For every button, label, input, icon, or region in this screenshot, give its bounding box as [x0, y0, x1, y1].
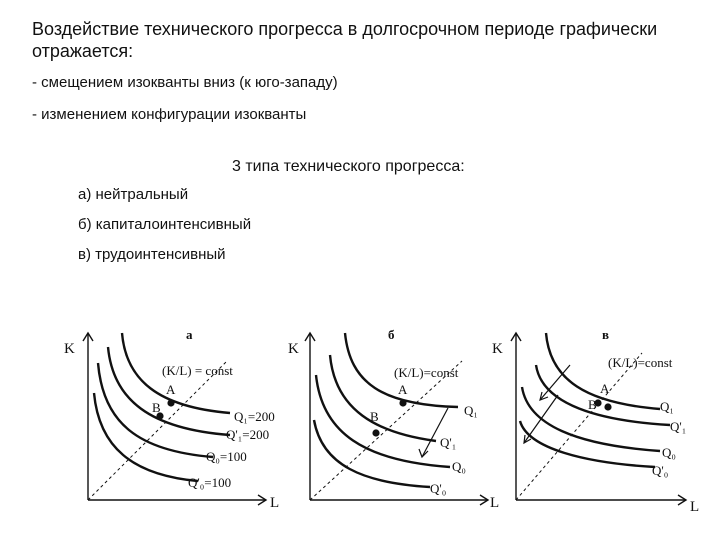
point-b: [372, 429, 379, 436]
ray-label: (K/L)=const: [608, 355, 673, 370]
q1-label: Q₁: [660, 399, 674, 414]
type-neutral: а) нейтральный: [78, 186, 189, 203]
q0-prime-label: Q'₀: [430, 481, 447, 496]
point-a: [167, 399, 174, 406]
diagram-neutral: [58, 325, 278, 525]
type-labor-intensive: в) трудоинтенсивный: [78, 246, 226, 263]
type-capital-intensive: б) капиталоинтенсивный: [78, 216, 252, 233]
isoquant-q0: [316, 375, 450, 467]
q0-label: Q₀: [452, 459, 466, 474]
x-axis-label: L: [690, 499, 700, 515]
bullet-shift-isoquant: - смещением изокванты вниз (к юго-западу): [32, 74, 338, 91]
isoquant-q1: [546, 333, 660, 409]
diagram-capital-intensive: [290, 325, 510, 525]
shift-arrow-lower: [524, 395, 558, 443]
q1-prime-label: Q'₁: [440, 435, 457, 450]
x-axis-label: L: [490, 495, 500, 511]
q0-prime-label: Q'₀=100: [188, 475, 232, 490]
capital-labor-ray: [516, 353, 642, 500]
bullet-change-configuration: - изменением конфигурации изокванты: [32, 106, 307, 123]
q0-label: Q₀: [662, 445, 676, 460]
x-axis-label: L: [270, 495, 280, 511]
q0-label: Q₀=100: [206, 449, 247, 464]
point-a-label: A: [600, 381, 610, 396]
point-b-label: B: [588, 397, 597, 412]
q1-prime-label: Q'₁=200: [226, 427, 270, 442]
diagram-labor-intensive: [490, 325, 710, 525]
point-a-label: A: [166, 382, 176, 397]
isoquant-q0-prime: [520, 421, 655, 467]
ray-label: (K/L) = const: [162, 363, 233, 378]
types-heading: 3 типа технического прогресса:: [232, 158, 465, 175]
capital-labor-ray: [310, 361, 462, 500]
isoquant-q0-prime: [314, 420, 430, 487]
point-a-label: A: [398, 382, 408, 397]
point-a: [399, 399, 406, 406]
y-axis-label: K: [492, 341, 503, 357]
point-b-label: B: [370, 409, 379, 424]
y-axis-label: K: [288, 341, 299, 357]
q1-label: Q₁=200: [234, 409, 275, 424]
point-b-label: B: [152, 400, 161, 415]
slide-title: Воздействие технического прогресса в долгосрочном периоде графически отражается:: [32, 19, 658, 61]
y-axis-label: K: [64, 341, 75, 357]
q0-prime-label: Q'₀: [652, 463, 669, 478]
panel-letter: б: [388, 327, 395, 342]
panel-letter: в: [602, 327, 610, 342]
q1-label: Q₁: [464, 403, 478, 418]
ray-label: (K/L)=const: [394, 365, 459, 380]
point-b: [604, 403, 611, 410]
q1-prime-label: Q'₁: [670, 419, 687, 434]
panel-letter: а: [186, 327, 193, 342]
